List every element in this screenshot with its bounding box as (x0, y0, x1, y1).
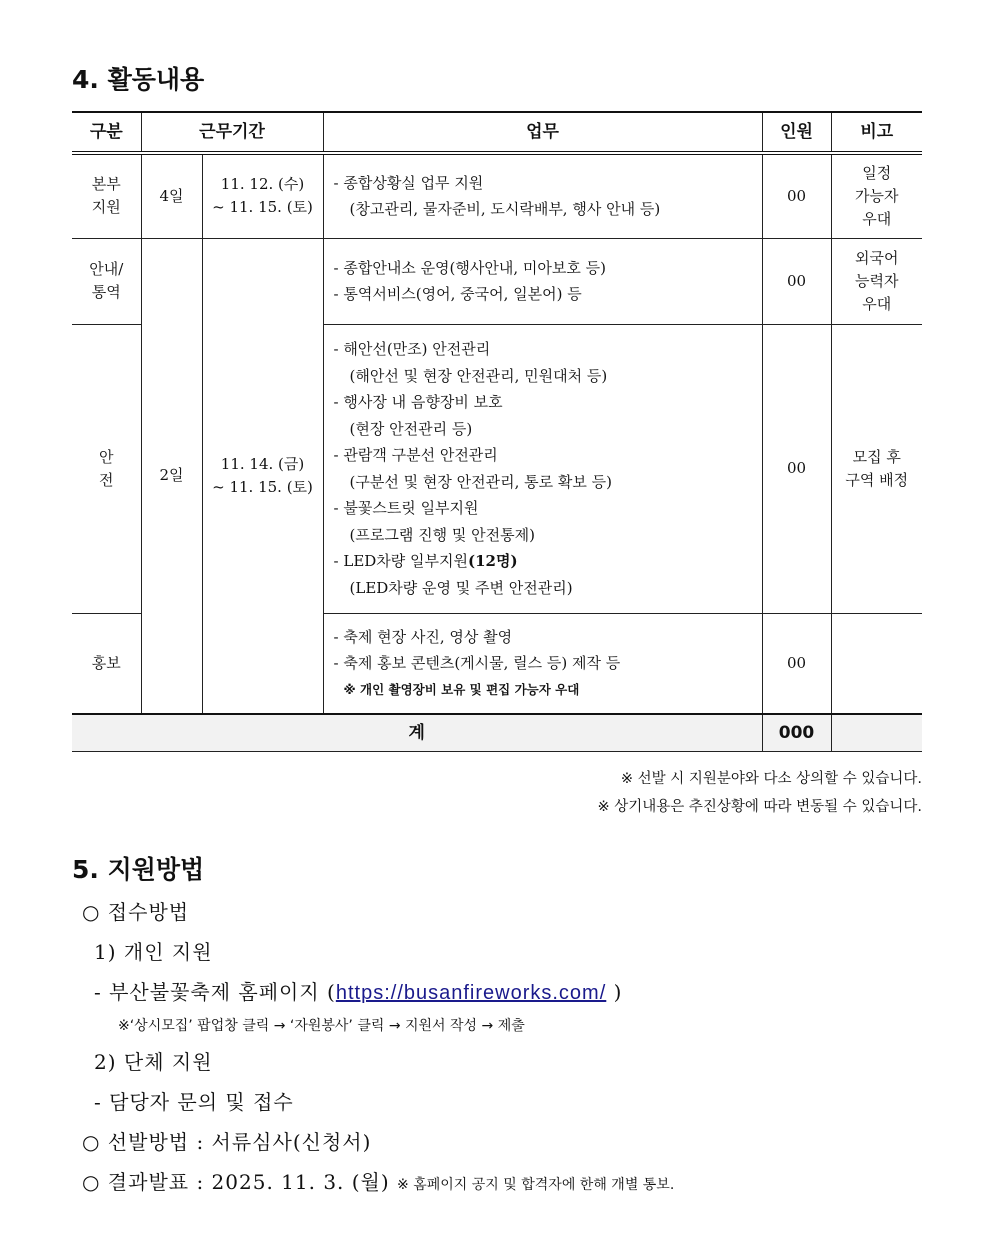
period: ~ 11. 15. (토) (212, 198, 313, 217)
header-note: 비고 (831, 112, 922, 153)
count: 00 (762, 153, 831, 238)
homepage-label: - 부산불꽃축제 홈페이지 ( (94, 980, 336, 1004)
task: (LED차량 운영 및 주변 안전관리) (349, 578, 573, 597)
section-4-title: 4. 활동내용 (72, 65, 205, 94)
task: - 불꽃스트릿 일부지원 (333, 499, 479, 517)
total-count: 000 (762, 714, 831, 752)
remark: ※ 선발 시 지원분야와 다소 상의할 수 있습니다. (620, 771, 922, 787)
table-header (72, 112, 922, 153)
homepage-link[interactable]: https://busanfireworks.com/ (335, 982, 607, 1004)
table-row (72, 153, 922, 238)
group-application: 2) 단체 지원 (94, 1050, 213, 1074)
task: - 통역서비스(영어, 중국어, 일본어) 등 (333, 285, 582, 303)
activity-table (72, 111, 922, 752)
task: - 축제 홍보 콘텐츠(게시물, 릴스 등) 제작 등 (333, 654, 621, 672)
category: 안 (99, 447, 114, 466)
category: 통역 (91, 283, 121, 301)
note (831, 613, 922, 714)
count: 00 (762, 324, 831, 613)
application-steps: ※‘상시모집’ 팝업창 클릭 → ‘자원봉사’ 클릭 → 지원서 작성 → 제출 (118, 1018, 525, 1034)
category: 본부 (91, 175, 121, 194)
note: 능력자 (855, 271, 899, 290)
group-contact: - 담당자 문의 및 접수 (94, 1090, 294, 1114)
header-period: 근무기간 (141, 112, 323, 153)
period: 11. 12. (수) (220, 175, 305, 194)
task: - 관람객 구분선 안전관리 (333, 446, 498, 464)
task: - 행사장 내 음향장비 보호 (333, 393, 503, 411)
category: 지원 (91, 198, 121, 217)
note: 외국어 (855, 248, 899, 267)
days: 4일 (141, 153, 202, 238)
count: 00 (762, 613, 831, 714)
individual-application: 1) 개인 지원 (94, 940, 213, 964)
result-announcement: ○ 결과발표 : 2025. 11. 3. (월) (82, 1170, 390, 1194)
note: 우대 (862, 209, 892, 228)
task-note: ※ 개인 촬영장비 보유 및 편집 가능자 우대 (343, 681, 580, 697)
category: 전 (99, 470, 114, 489)
task-highlight: (12명) (468, 552, 518, 570)
count: 00 (762, 238, 831, 324)
remark: ※ 상기내용은 추진상황에 따라 변동될 수 있습니다. (597, 799, 922, 815)
task: (프로그램 진행 및 안전통제) (349, 525, 535, 544)
result-note: ※ 홈페이지 공지 및 합격자에 한해 개별 통보. (397, 1177, 675, 1193)
period: 11. 14. (금) (220, 454, 305, 473)
days: 2일 (141, 238, 202, 714)
note: 구역 배정 (845, 470, 909, 489)
note: 우대 (862, 294, 892, 313)
task: (구분선 및 현장 안전관리, 통로 확보 등) (349, 472, 612, 491)
intake-method: ○ 접수방법 (82, 900, 190, 924)
total-row (72, 714, 922, 752)
task: - 해안선(만조) 안전관리 (333, 340, 491, 358)
task: (해안선 및 현장 안전관리, 민원대처 등) (349, 366, 608, 385)
table-row (72, 238, 922, 324)
task: - LED차량 일부지원 (333, 552, 468, 570)
header-category: 구분 (72, 112, 141, 153)
note: 일정 (862, 163, 892, 182)
note: 모집 후 (852, 447, 901, 466)
task: (현장 안전관리 등) (349, 419, 473, 438)
category: 홍보 (72, 613, 141, 714)
header-tasks: 업무 (323, 112, 762, 153)
note: 가능자 (855, 186, 899, 205)
header-count: 인원 (762, 112, 831, 153)
task: - 종합안내소 운영(행사안내, 미아보호 등) (333, 258, 606, 277)
period: ~ 11. 15. (토) (212, 477, 313, 496)
total-label: 계 (72, 714, 762, 752)
section-5-title: 5. 지원방법 (72, 855, 205, 884)
selection-method: ○ 선발방법 : 서류심사(신청서) (82, 1130, 372, 1154)
task: - 종합상황실 업무 지원 (333, 173, 484, 192)
task: - 축제 현장 사진, 영상 촬영 (333, 627, 513, 646)
paren-close: ) (606, 980, 623, 1004)
task: (창고관리, 물자준비, 도시락배부, 행사 안내 등) (349, 200, 661, 219)
category: 안내/ (89, 260, 124, 278)
